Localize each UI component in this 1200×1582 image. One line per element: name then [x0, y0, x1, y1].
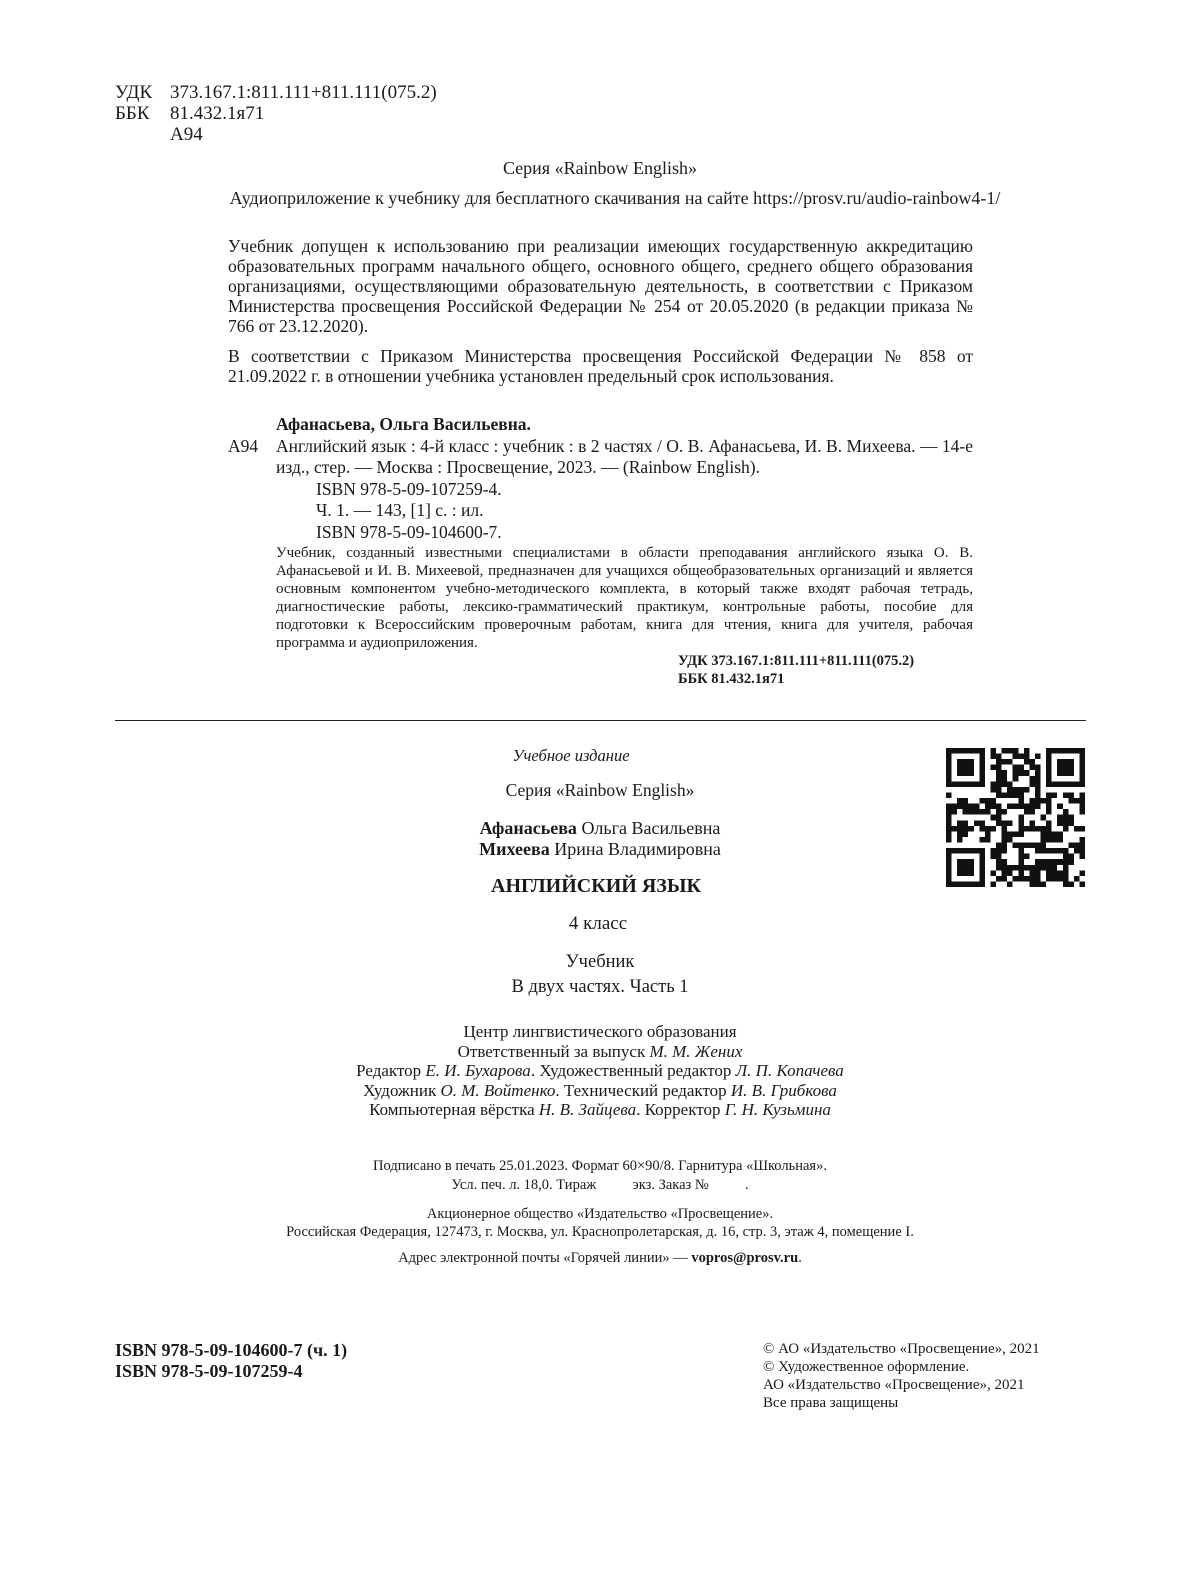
print-line: Усл. печ. л. 18,0. Тираж экз. Заказ № .: [451, 1177, 749, 1193]
bib-annotation: Учебник, созданный известными специалистами в области преподавания английского языка О. В. Афанасьевой и И. В. Михеевой, предназначен для учащихся общеобразовательных организаций и является основным компонентом учебно-методического комплекта, в который также входят рабочая тетрадь, диагностические работы, лексико-грамматический практикум, контрольные работы, пособие для подготовки к Всероссийским проверочным работам, книга для чтения, книга для учителя, рабочая программа и аудиоприложения.: [276, 545, 973, 651]
credits-center: Центр лингвистического образования: [463, 1022, 737, 1041]
credits: [0, 1022, 1200, 1120]
book-title: АНГЛИЙСКИЙ ЯЗЫК: [491, 875, 701, 897]
series-name: Серия «Rainbow English»: [505, 780, 695, 800]
approval-paragraph: В соответствии с Приказом Министерства просвещения Российской Федерации № 858 от 21.09.2022 г. в отношении учебника установлен предельный срок использования.: [228, 346, 973, 386]
copyright-line: © АО «Издательство «Просвещение», 2021: [763, 1341, 1040, 1357]
hotline-email: [0, 1250, 1200, 1267]
credit-name: Г. Н. Кузьмина: [724, 1100, 831, 1119]
author-last-name: Михеева: [479, 839, 550, 859]
email-end: .: [798, 1250, 802, 1266]
isbn-block: [115, 1340, 347, 1382]
author-first-name: Ирина Владимировна: [549, 839, 721, 859]
grade: 4 класс: [568, 913, 628, 934]
series-line: Серия «Rainbow English»: [502, 158, 698, 178]
isbn-line: ISBN 978-5-09-104600-7 (ч. 1): [115, 1340, 348, 1360]
email-label: Адрес электронной почты «Горячей линии» —: [398, 1250, 692, 1266]
credit-name: Е. И. Бухарова: [425, 1061, 531, 1080]
credit-label: Ответственный за выпуск: [457, 1041, 650, 1061]
copyright-line: Все права защищены: [763, 1395, 899, 1411]
author-last-name: Афанасьева: [479, 818, 577, 838]
bib-bbk: ББК 81.432.1я71: [678, 671, 785, 687]
credit-label: . Технический редактор: [555, 1080, 731, 1100]
credit-name: Н. В. Зайцева: [538, 1100, 637, 1119]
udk-label: УДК: [115, 82, 153, 103]
isbn-line: ISBN 978-5-09-107259-4: [115, 1361, 303, 1381]
print-line: Подписано в печать 25.01.2023. Формат 60×90/8. Гарнитура «Школьная».: [373, 1158, 827, 1174]
credit-name: М. М. Жених: [649, 1041, 743, 1061]
bib-description: Английский язык : 4-й класс : учебник : в 2 частях / О. В. Афанасьева, И. В. Михеева. — 14-е изд., стер. — Москва : Просвещение, 2023. — (Rainbow English).: [276, 435, 973, 477]
credit-name: О. М. Войтенко: [440, 1080, 556, 1100]
publisher-name: Акционерное общество «Издательство «Просвещение».: [426, 1206, 774, 1222]
credit-label: Компьютерная вёрстка: [369, 1100, 539, 1119]
bib-udk: УДК 373.167.1:811.111+811.111(075.2): [678, 653, 915, 669]
authors: [0, 818, 1200, 860]
author-first-name: Ольга Васильевна: [576, 818, 721, 838]
print-info: [0, 1157, 1200, 1195]
copyright-block: [763, 1340, 1040, 1412]
bib-author: Афанасьева, Ольга Васильевна.: [276, 414, 531, 434]
email-link[interactable]: vopros@prosv.ru: [691, 1250, 799, 1266]
book-type: [0, 950, 1200, 1000]
approval-notice: [228, 236, 973, 396]
audio-note: Аудиоприложение к учебнику для бесплатного скачивания на сайте https://prosv.ru/audio-rainbow4-1/: [229, 188, 1001, 208]
bbk-label: ББК: [115, 103, 150, 124]
credit-label: Художник: [363, 1080, 441, 1100]
bib-isbn-set: ISBN 978-5-09-107259-4.: [316, 478, 502, 499]
edition-type: Учебное издание: [512, 746, 630, 765]
bib-code: А94: [228, 435, 259, 456]
copyright-line: АО «Издательство «Просвещение», 2021: [763, 1377, 1025, 1393]
author-mark: А94: [170, 124, 203, 145]
bibliographic-record: [228, 414, 973, 688]
credit-label: . Корректор: [636, 1100, 725, 1119]
copyright-line: © Художественное оформление.: [763, 1359, 970, 1375]
classification-codes: [115, 82, 437, 145]
udk-value: 373.167.1:811.111+811.111(075.2): [170, 82, 437, 103]
publisher-address: Российская Федерация, 127473, г. Москва, ул. Краснопролетарская, д. 16, стр. 3, этаж 4, помещение I.: [286, 1224, 914, 1240]
book-type-label: Учебник: [565, 952, 635, 972]
bib-part: Ч. 1. — 143, [1] с. : ил.: [316, 500, 484, 520]
credit-name: И. В. Грибкова: [730, 1080, 837, 1100]
bbk-value: 81.432.1я71: [170, 103, 265, 124]
publisher: [0, 1205, 1200, 1241]
bib-isbn-part: ISBN 978-5-09-104600-7.: [316, 521, 502, 542]
credit-label: Редактор: [356, 1061, 426, 1080]
approval-paragraph: Учебник допущен к использованию при реализации имеющих государственную аккредитацию образовательных программ начального общего, основного общего, среднего общего образования организациями, осуществляющими образовательную деятельность, в соответствии с Приказом Министерства просвещения Российской Федерации № 254 от 20.05.2020 (в редакции приказа № 766 от 23.12.2020).: [228, 236, 973, 336]
book-parts: В двух частях. Часть 1: [511, 977, 689, 997]
credit-name: Л. П. Копачева: [735, 1061, 844, 1080]
credit-label: . Художественный редактор: [530, 1061, 736, 1080]
divider: [115, 720, 1086, 721]
